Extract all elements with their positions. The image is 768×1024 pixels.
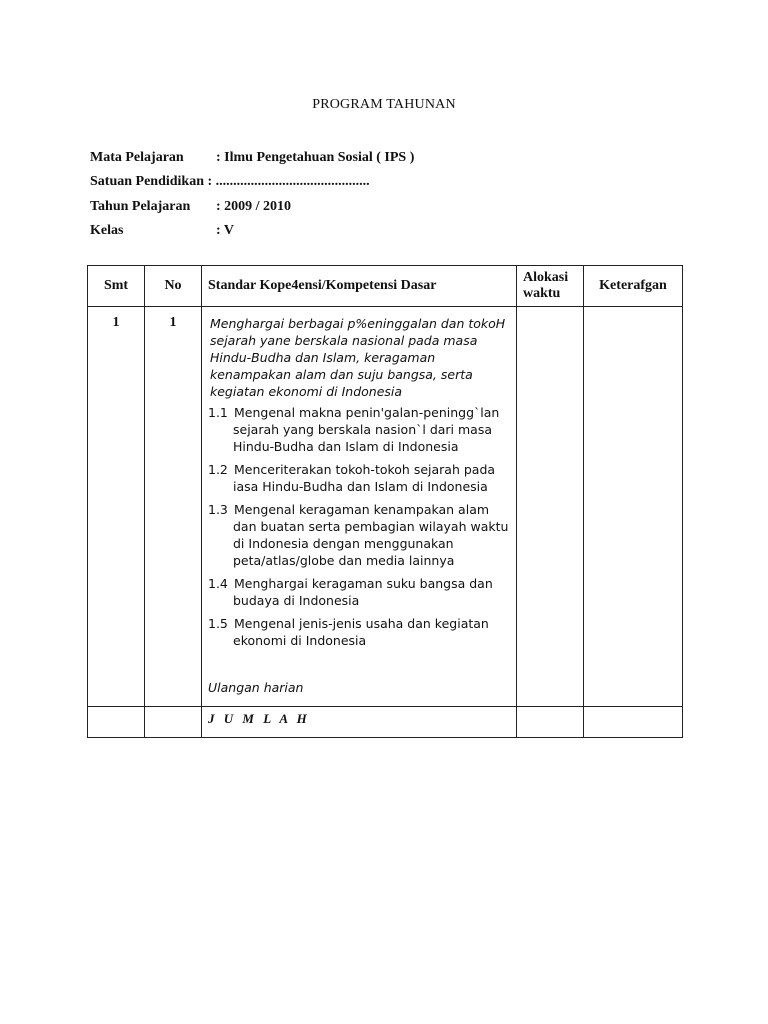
header-smt: Smt [88,266,145,307]
cell-standar [202,307,517,707]
cell-keterangan [584,307,683,707]
cell-empty [145,707,202,738]
page-title: PROGRAM TAHUNAN [312,97,456,112]
meta-label: Tahun Pelajaran [90,199,191,214]
kd-number: 1.4 [208,576,228,591]
kd-text: Mengenal jenis-jenis usaha dan kegiatan ekonomi di Indonesia [233,616,489,648]
cell-empty [584,707,683,738]
kompetensi-dasar-item [208,615,510,649]
kd-text: Mengenal makna penin'galan-peningg`lan sejarah yang berskala nasion`l dari masa Hindu-Budha dan Islam di Indonesia [233,405,500,454]
cell-smt: 1 [88,307,145,707]
kompetensi-dasar-item [208,404,510,455]
kd-number: 1.5 [208,616,228,631]
meta-satuan-pendidikan [90,174,370,190]
ulangan-harian-text: Ulangan harian [208,680,304,695]
cell-no: 1 [145,307,202,707]
header-alokasi: Alokasi waktu [517,266,584,307]
kompetensi-dasar-item [208,461,510,495]
kd-text: Mengenal keragaman kenampakan alam dan buatan serta pembagian wilayah waktu di Indonesia dengan menggunakan peta/atlas/globe dan media lainnya [233,502,509,568]
meta-label: Mata Pelajaran [90,150,184,165]
meta-kelas [90,223,234,239]
cell-empty [517,707,584,738]
kompetensi-dasar-item [208,575,510,609]
kd-number: 1.2 [208,462,228,477]
header-no: No [145,266,202,307]
meta-value: : Ilmu Pengetahuan Sosial ( IPS ) [216,150,415,165]
kd-text: Menghargai keragaman suku bangsa dan budaya di Indonesia [233,576,493,608]
cell-empty [88,707,145,738]
jumlah-label: J U M L A H [202,707,517,738]
program-table [87,265,683,738]
header-standar: Standar Kope4ensi/Kompetensi Dasar [202,266,517,307]
meta-value: : V [216,223,235,238]
meta-label: Kelas [90,223,124,238]
header-keterangan: Keterafgan [584,266,683,307]
kd-number: 1.1 [208,405,228,420]
table-header-row [88,266,683,307]
kompetensi-dasar-item [208,501,510,569]
standar-kompetensi-text: Menghargai berbagai p%eninggalan dan tokoH sejarah yane berskala nasional pada masa Hindu-Budha dan Islam, keragaman kenampakan alam dan suju bangsa, serta kegiatan ekonomi di Indonesia [210,316,506,399]
meta-value: : ............................................ [207,174,370,189]
table-total-row [88,707,683,738]
meta-label: Satuan Pendidikan [90,174,204,189]
meta-mata-pelajaran [90,150,414,166]
table-row [88,307,683,707]
kd-number: 1.3 [208,502,228,517]
cell-alokasi [517,307,584,707]
meta-value: : 2009 / 2010 [216,199,292,214]
kd-text: Menceriterakan tokoh-tokoh sejarah pada iasa Hindu-Budha dan Islam di Indonesia [233,462,496,494]
meta-tahun-pelajaran [90,199,291,215]
